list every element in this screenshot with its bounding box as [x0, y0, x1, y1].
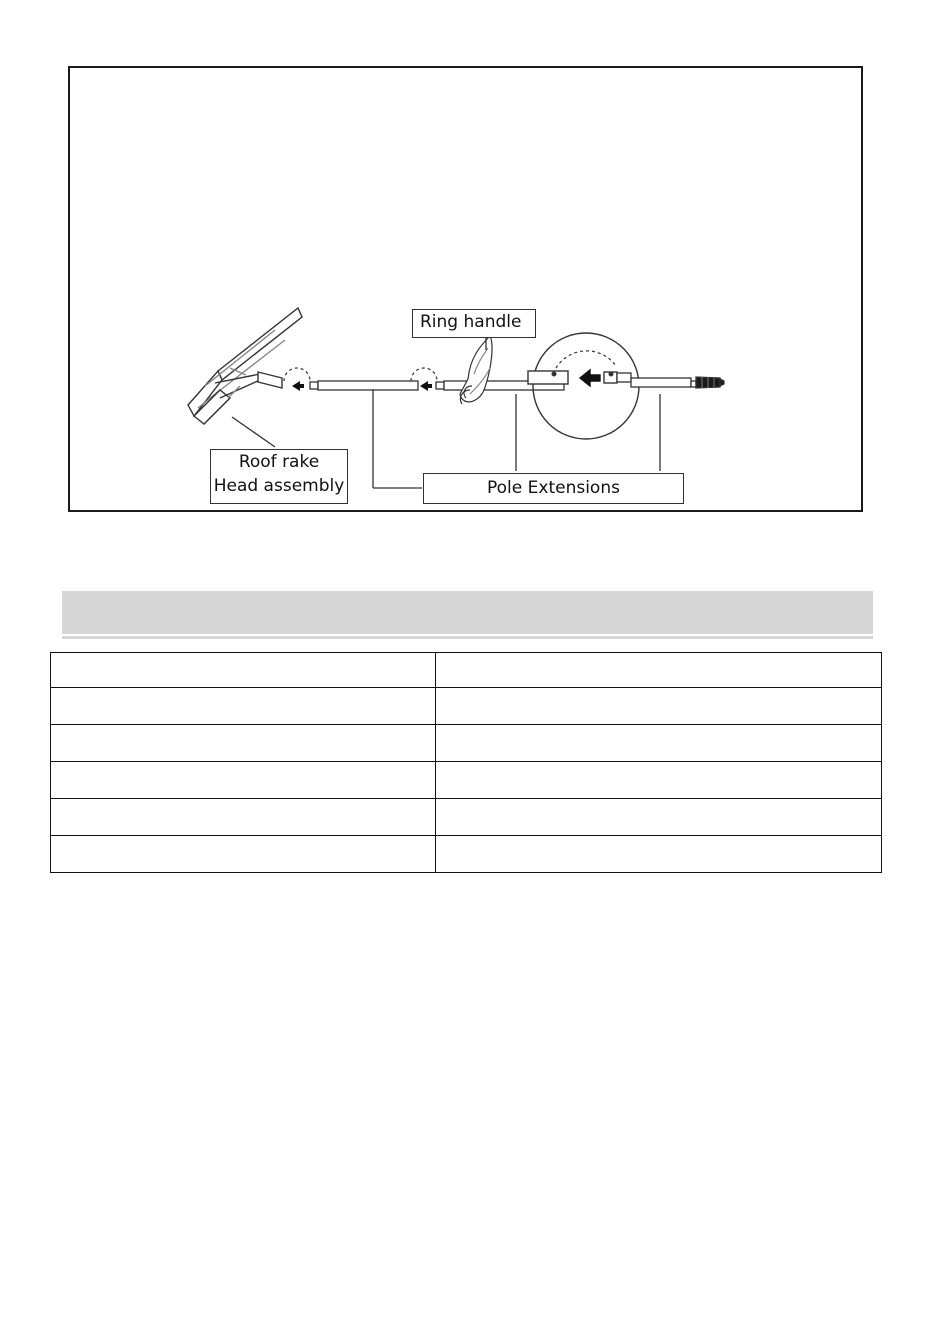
table-cell-a — [51, 836, 436, 873]
table-cell-b — [436, 836, 882, 873]
table-cell-b — [436, 653, 882, 688]
roof-rake-callout — [210, 449, 348, 504]
roof-rake-callout-line2: Head assembly — [213, 476, 345, 496]
table-cell-a — [51, 725, 436, 762]
table-row — [51, 836, 882, 873]
table-cell-a — [51, 653, 436, 688]
table-cell-a — [51, 799, 436, 836]
spec-table — [50, 652, 882, 873]
table-cell-b — [436, 762, 882, 799]
table-cell-a — [51, 762, 436, 799]
table-row — [51, 653, 882, 688]
table-row — [51, 688, 882, 725]
section-divider — [62, 636, 873, 639]
pole-extensions-callout: Pole Extensions — [423, 473, 684, 504]
ring-handle-callout: Ring handle — [412, 309, 536, 338]
roof-rake-callout-line1: Roof rake — [238, 452, 320, 472]
roof-rake-head-illustration — [188, 308, 302, 424]
table-cell-b — [436, 688, 882, 725]
table-row — [51, 762, 882, 799]
table-row — [51, 725, 882, 762]
table-row — [51, 799, 882, 836]
pole-extension-1 — [310, 381, 418, 390]
pole-with-grip — [617, 373, 724, 388]
ring-handle-illustration — [460, 336, 492, 404]
section-header-bar — [62, 591, 873, 634]
table-cell-b — [436, 799, 882, 836]
assembly-diagram — [70, 68, 861, 510]
table-cell-b — [436, 725, 882, 762]
assembly-figure-frame — [68, 66, 863, 512]
table-cell-a — [51, 688, 436, 725]
